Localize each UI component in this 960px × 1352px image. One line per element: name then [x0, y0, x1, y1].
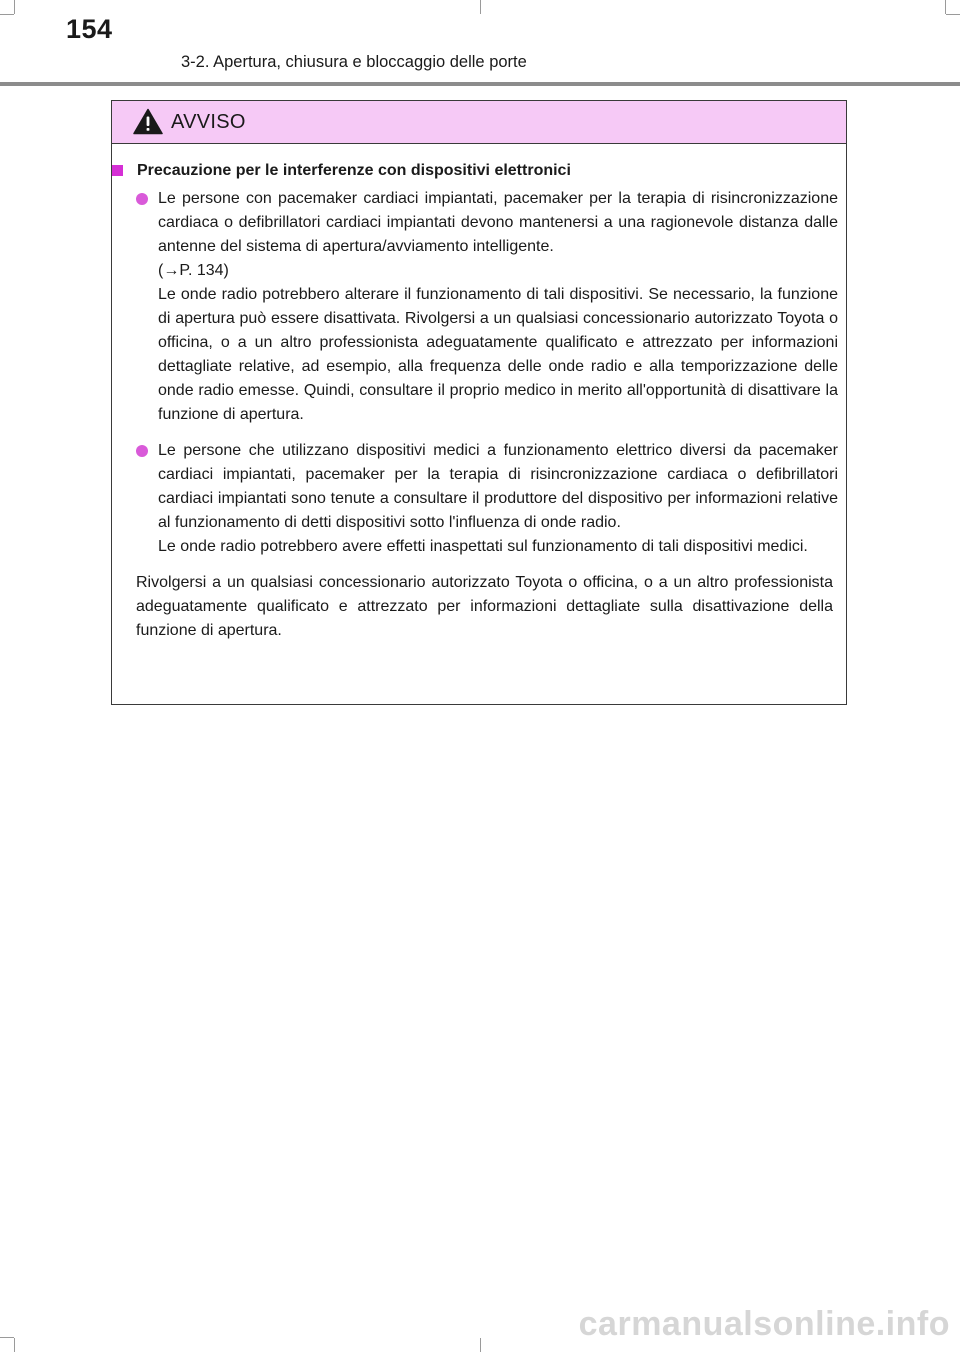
crop-mark [945, 0, 946, 14]
crop-mark [0, 14, 14, 15]
square-bullet-icon [112, 165, 123, 176]
subheading-text: Precauzione per le interferenze con dispositivi elettronici [137, 162, 571, 179]
closing-paragraph: Rivolgersi a un qualsiasi concessionario autorizzato Toyota o officina, o a un altro professionista adeguatamente qualificato e attrezzato per informazioni dettagliate sulla disattivazione della funzione di apertura. [136, 574, 833, 639]
crop-mark [0, 1337, 14, 1338]
page-reference: (→P. 134) [158, 262, 229, 279]
watermark: carmanualsonline.info [578, 1305, 950, 1343]
warning-body [112, 144, 846, 643]
warning-title: AVVISO [171, 111, 246, 133]
crop-mark [480, 1338, 481, 1352]
bullet-icon [136, 445, 148, 457]
warning-triangle-icon [133, 108, 163, 135]
crop-mark [946, 14, 960, 15]
page-number: 154 [66, 14, 113, 44]
list-item [136, 439, 838, 559]
bullet-paragraph: Le persone con pacemaker cardiaci impiantati, pacemaker per la terapia di risincronizzazione cardiaca o defibrillatori cardiaci impiantati devono mantenersi a una ragionevole distanza dalle antenne del sistema di apertura/avviamento intelligente. [158, 190, 838, 255]
section-title: 3-2. Apertura, chiusura e bloccaggio delle porte [181, 53, 527, 71]
bullet-paragraph: Le onde radio potrebbero alterare il funzionamento di tali dispositivi. Se necessario, la funzione di apertura può essere disattivata. Rivolgersi a un qualsiasi concessionario autorizzato Toyota o officina, o a un altro professionista adeguatamente qualificato e attrezzato per informazioni dettagliate relative, ad esempio, alla frequenza delle onde radio e alla temporizzazione delle onde radio emesse. Quindi, consultare il proprio medico in merito all'opportunità di disattivare la funzione di apertura. [158, 286, 838, 423]
warning-header [112, 101, 846, 144]
bullet-paragraph: Le persone che utilizzano dispositivi medici a funzionamento elettrico diversi da pacemaker cardiaci impiantati, pacemaker per la terapia di risincronizzazione cardiaca o defibrillatori cardiaci impiantati sono tenute a consultare il produttore del dispositivo per informazioni relative al funzionamento di detti dispositivi sotto l'influenza di onde radio. [158, 442, 838, 531]
crop-mark [14, 1338, 15, 1352]
header-divider [0, 82, 960, 86]
list-item [136, 187, 838, 427]
warning-subheading [112, 159, 846, 183]
bullet-icon [136, 193, 148, 205]
warning-box [111, 100, 847, 705]
bullet-paragraph: Le onde radio potrebbero avere effetti inaspettati sul funzionamento di tali dispositivi medici. [158, 538, 808, 555]
crop-mark [14, 0, 15, 14]
crop-mark [480, 0, 481, 14]
